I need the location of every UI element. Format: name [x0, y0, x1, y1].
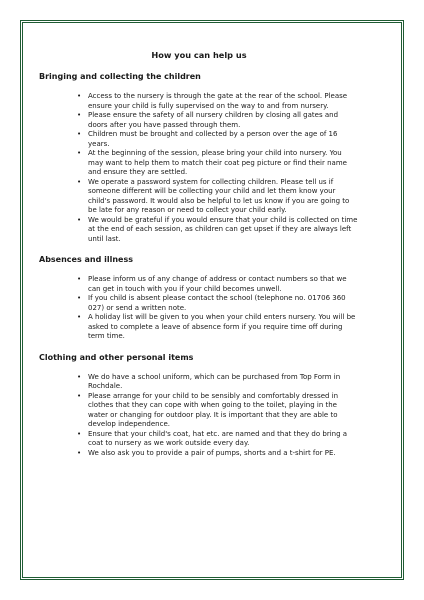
list-collecting [40, 92, 358, 244]
list-item: • Please ensure the safety of all nursery children by closing all gates and doors after you have passed through them. [77, 111, 339, 129]
bullet-icon: • [77, 149, 82, 157]
bullet-icon: • [77, 372, 82, 381]
section-heading-absences: Absences and illness [39, 255, 133, 264]
bullet-icon: • [77, 111, 82, 119]
section-heading-collecting: Bringing and collecting the children [39, 72, 201, 81]
bullet-icon: • [77, 448, 82, 457]
list-item: • Children must be brought and collected by a person over the age of 16 years. [77, 130, 338, 148]
bullet-icon: • [77, 429, 82, 438]
bullet-icon: • [77, 215, 82, 224]
page-title: How you can help us [151, 50, 247, 60]
bullet-icon: • [77, 313, 82, 321]
list-item: • If you child is absent please contact the school (telephone no. 01706 360 027) or send a written note. [77, 294, 346, 312]
list-item: • We also ask you to provide a pair of pumps, shorts and a t-shirt for PE. [77, 448, 336, 457]
list-item: • A holiday list will be given to you when your child enters nursery. You will be asked to complete a leave of absence form if you require time off during term time. [77, 313, 356, 340]
section-heading-clothing: Clothing and other personal items [39, 352, 194, 362]
document-body [40, 50, 358, 458]
list-item: • At the beginning of the session, please bring your child into nursery. You may want to help them to match their coat peg picture or find their name and ensure they are settled. [77, 149, 347, 176]
bullet-icon: • [77, 92, 82, 100]
bullet-icon: • [77, 391, 82, 400]
list-item: • Ensure that your child's coat, hat etc. are named and that they do bring a coat to nursery as we work outside every day. [77, 429, 348, 447]
list-item: • Access to the nursery is through the gate at the rear of the school. Please ensure your child is fully supervised on the way to and from nursery. [77, 92, 348, 110]
list-item: • Please inform us of any change of address or contact numbers so that we can get in touch with you if your child becomes unwell. [77, 275, 347, 293]
list-clothing [40, 373, 358, 459]
list-item: • We would be grateful if you would ensure that your child is collected on time at the end of each session, as children can get upset if they are always left until last. [77, 215, 358, 243]
list-item: • Please arrange for your child to be sensibly and comfortably dressed in clothes that they can cope with when going to the toilet, playing in the water or changing for outdoor play. It is important that they are able to develop independence. [77, 391, 339, 428]
bullet-icon: • [77, 294, 82, 302]
bullet-icon: • [77, 130, 82, 138]
list-item: • We operate a password system for collecting children. Please tell us if someone different will be collecting your child and let them know your child's password. It would also be helpful to let us know if you are going to be late for any reason or need to collect your child early. [77, 177, 350, 214]
bullet-icon: • [77, 275, 82, 283]
list-item: • We do have a school uniform, which can be purchased from Top Form in Rochdale. [77, 372, 341, 390]
bullet-icon: • [77, 177, 82, 186]
list-absences [40, 275, 358, 342]
